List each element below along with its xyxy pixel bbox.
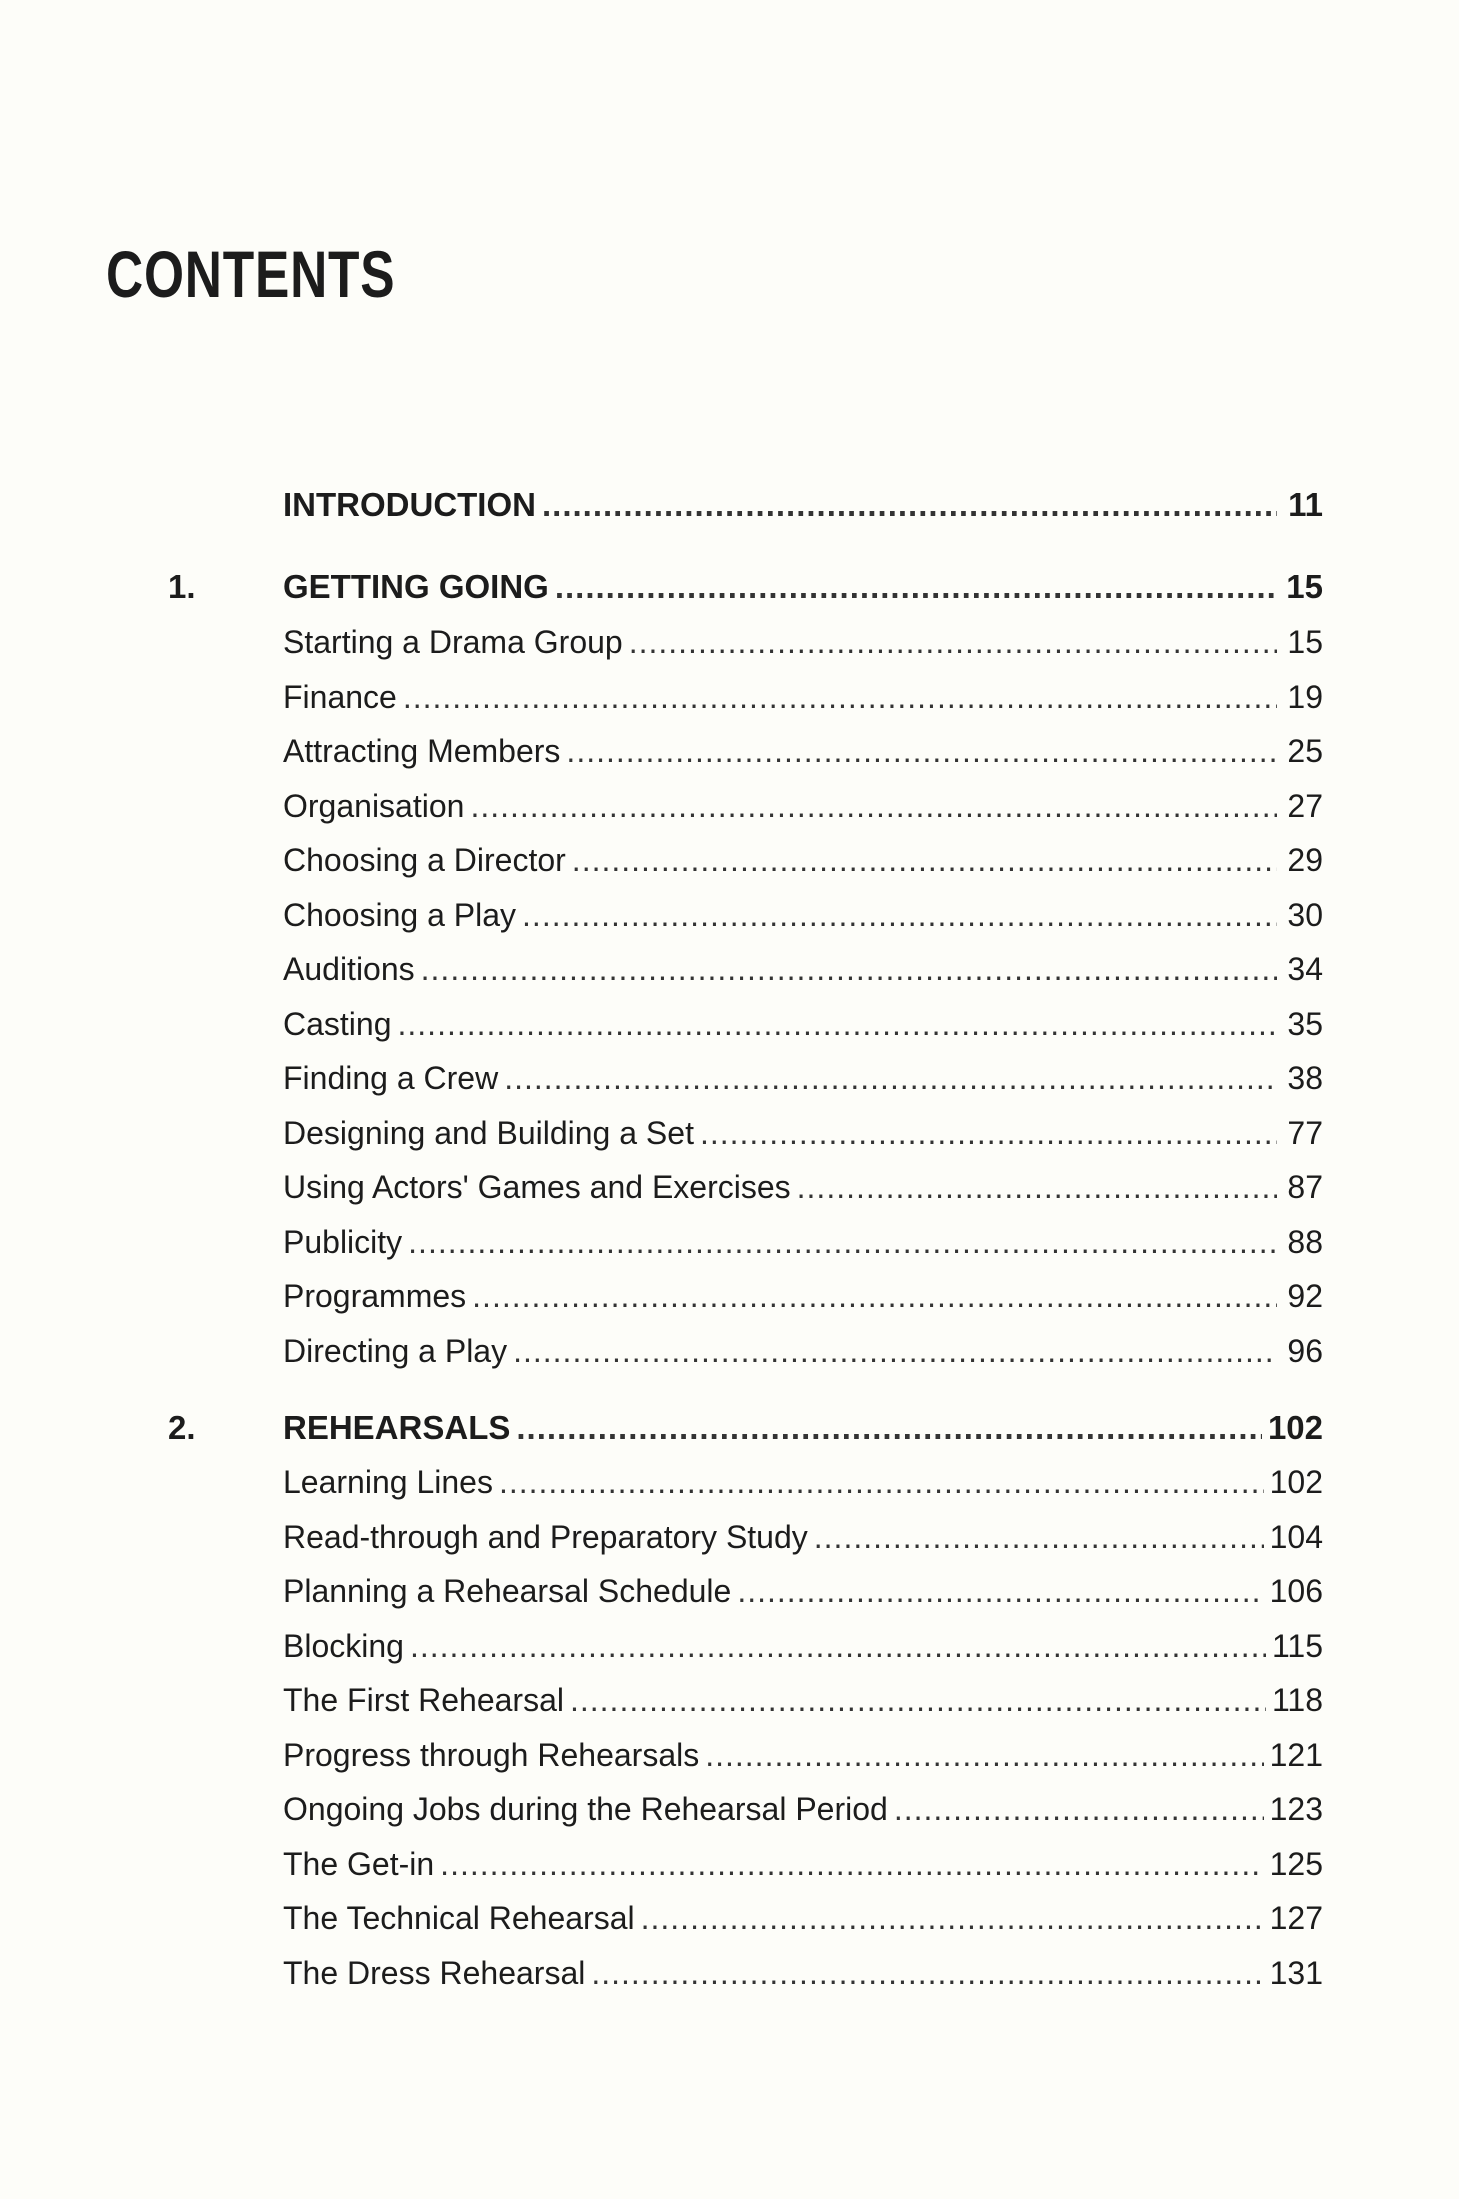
leader-dots xyxy=(421,951,1277,988)
toc-section[interactable] xyxy=(283,1682,1323,1719)
toc-section[interactable] xyxy=(283,951,1323,988)
toc-chapter[interactable] xyxy=(168,1409,1323,1447)
toc-label: The Technical Rehearsal xyxy=(283,1900,635,1936)
leader-dots xyxy=(470,788,1277,825)
leader-dots xyxy=(522,897,1277,934)
toc-label: Designing and Building a Set xyxy=(283,1115,694,1151)
toc-label: Finance xyxy=(283,679,397,715)
leader-dots xyxy=(814,1519,1264,1556)
toc-label: Casting xyxy=(283,1006,392,1042)
toc-page: 77 xyxy=(1287,1115,1323,1151)
toc-page: 102 xyxy=(1267,1409,1323,1446)
toc-label: Progress through Rehearsals xyxy=(283,1737,700,1773)
toc-section[interactable] xyxy=(283,1737,1323,1774)
toc-label: INTRODUCTION xyxy=(283,486,536,523)
leader-dots xyxy=(572,842,1277,879)
chapter-number: 2. xyxy=(168,1409,196,1446)
toc-introduction[interactable] xyxy=(283,486,1323,524)
leader-dots xyxy=(705,1737,1263,1774)
toc-section[interactable] xyxy=(283,1628,1323,1665)
toc-label: Planning a Rehearsal Schedule xyxy=(283,1573,732,1609)
leader-dots xyxy=(398,1006,1278,1043)
toc-page: 115 xyxy=(1271,1628,1323,1664)
toc-label: Publicity xyxy=(283,1224,403,1260)
toc-section[interactable] xyxy=(283,1464,1323,1501)
toc-page: 92 xyxy=(1287,1278,1323,1314)
leader-dots xyxy=(629,624,1277,661)
page-title: CONTENTS xyxy=(106,237,396,311)
toc-page: 121 xyxy=(1269,1737,1323,1773)
toc-section[interactable] xyxy=(283,1278,1323,1315)
toc-chapter[interactable] xyxy=(168,568,1323,606)
toc-page: 87 xyxy=(1287,1169,1323,1205)
toc-label: The First Rehearsal xyxy=(283,1682,564,1718)
toc-page: 106 xyxy=(1269,1573,1323,1609)
leader-dots xyxy=(737,1573,1263,1610)
leader-dots xyxy=(700,1115,1277,1152)
toc-label: The Dress Rehearsal xyxy=(283,1955,586,1991)
toc-label: Blocking xyxy=(283,1628,404,1664)
toc-section[interactable] xyxy=(283,1006,1323,1043)
leader-dots xyxy=(440,1846,1263,1883)
leader-dots xyxy=(499,1464,1264,1501)
leader-dots xyxy=(591,1955,1263,1992)
toc-section[interactable] xyxy=(283,1115,1323,1152)
toc-page: 38 xyxy=(1287,1060,1323,1096)
toc-section[interactable] xyxy=(283,1519,1323,1556)
leader-dots xyxy=(641,1900,1264,1937)
toc-page: 30 xyxy=(1287,897,1323,933)
leader-dots xyxy=(472,1278,1277,1315)
leader-dots xyxy=(513,1333,1277,1370)
leader-dots xyxy=(566,733,1277,770)
toc-section[interactable] xyxy=(283,624,1323,661)
toc-section[interactable] xyxy=(283,842,1323,879)
toc-page: 35 xyxy=(1287,1006,1323,1042)
toc-page: 96 xyxy=(1287,1333,1323,1369)
toc-label: GETTING GOING xyxy=(283,568,549,605)
toc-label: The Get-in xyxy=(283,1846,435,1882)
toc-section[interactable] xyxy=(283,1846,1323,1883)
toc-page: 11 xyxy=(1288,486,1323,523)
leader-dots xyxy=(570,1682,1266,1719)
toc-page: 19 xyxy=(1287,679,1323,715)
toc-label: Ongoing Jobs during the Rehearsal Period xyxy=(283,1791,888,1827)
toc-section[interactable] xyxy=(283,788,1323,825)
toc-page: 27 xyxy=(1287,788,1323,824)
toc-label: Using Actors' Games and Exercises xyxy=(283,1169,791,1205)
toc-label: Choosing a Play xyxy=(283,897,517,933)
leader-dots xyxy=(797,1169,1277,1206)
leader-dots xyxy=(403,679,1277,716)
toc-section[interactable] xyxy=(283,679,1323,716)
toc-page: 104 xyxy=(1269,1519,1323,1555)
leader-dots xyxy=(542,486,1277,524)
leader-dots xyxy=(555,568,1277,606)
toc-label: Finding a Crew xyxy=(283,1060,499,1096)
toc-label: Choosing a Director xyxy=(283,842,566,878)
toc-page: 34 xyxy=(1287,951,1323,987)
toc-page: 131 xyxy=(1269,1955,1323,1991)
toc-label: Attracting Members xyxy=(283,733,561,769)
toc-label: REHEARSALS xyxy=(283,1409,511,1446)
toc-label: Read-through and Preparatory Study xyxy=(283,1519,808,1555)
leader-dots xyxy=(504,1060,1277,1097)
toc-page: 123 xyxy=(1269,1791,1323,1827)
toc-label: Programmes xyxy=(283,1278,467,1314)
toc-page: 15 xyxy=(1287,624,1323,660)
chapter-number: 1. xyxy=(168,568,196,605)
toc-page: 25 xyxy=(1287,733,1323,769)
toc-section[interactable] xyxy=(283,1224,1323,1261)
toc-page: 118 xyxy=(1271,1682,1323,1718)
toc-label: Directing a Play xyxy=(283,1333,508,1369)
toc-page: 102 xyxy=(1269,1464,1323,1500)
toc-page: 125 xyxy=(1269,1846,1323,1882)
toc-section[interactable] xyxy=(283,1955,1323,1992)
toc-page: 15 xyxy=(1286,568,1323,605)
toc-label: Learning Lines xyxy=(283,1464,493,1500)
toc-label: Auditions xyxy=(283,951,415,987)
toc-section[interactable] xyxy=(283,1169,1323,1206)
toc-page: 88 xyxy=(1287,1224,1323,1260)
toc-section[interactable] xyxy=(283,1791,1323,1828)
toc-section[interactable] xyxy=(283,1573,1323,1610)
toc-section[interactable] xyxy=(283,1900,1323,1937)
leader-dots xyxy=(410,1628,1266,1665)
leader-dots xyxy=(894,1791,1264,1828)
toc-section[interactable] xyxy=(283,897,1323,934)
leader-dots xyxy=(408,1224,1277,1261)
toc-label: Organisation xyxy=(283,788,465,824)
toc-section[interactable] xyxy=(283,1060,1323,1097)
toc-page: 29 xyxy=(1287,842,1323,878)
leader-dots xyxy=(516,1409,1262,1447)
toc-section[interactable] xyxy=(283,733,1323,770)
toc-label: Starting a Drama Group xyxy=(283,624,623,660)
toc-page: 127 xyxy=(1269,1900,1323,1936)
toc-section[interactable] xyxy=(283,1333,1323,1370)
